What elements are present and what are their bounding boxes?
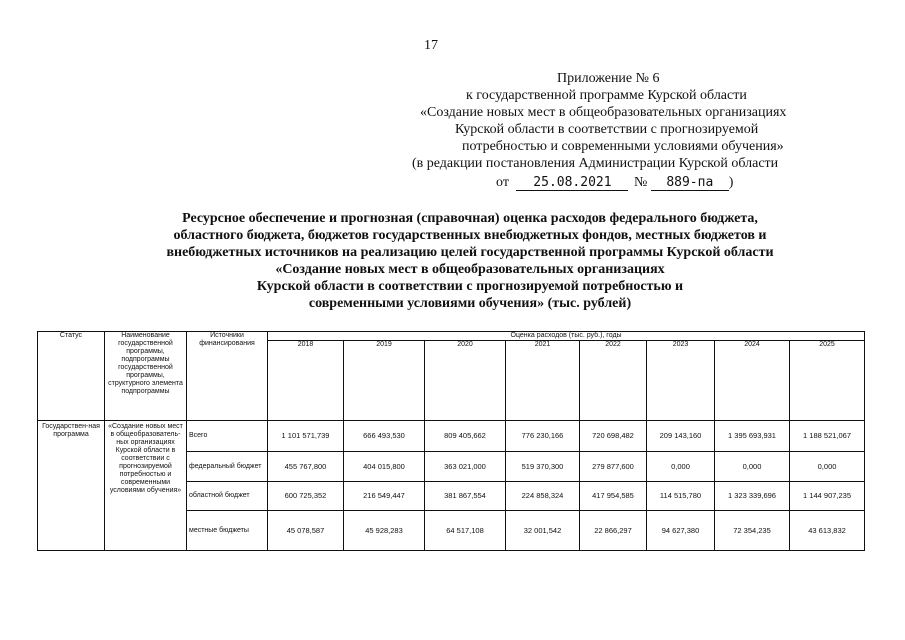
from-label: от (496, 175, 509, 190)
value-cell: 1 101 571,739 (268, 421, 344, 452)
source-cell: Всего (187, 421, 268, 452)
value-cell: 720 698,482 (580, 421, 647, 452)
page-number: 17 (424, 38, 438, 53)
value-cell: 1 188 521,067 (790, 421, 865, 452)
value-cell: 1 395 693,931 (715, 421, 790, 452)
appendix-line: потребностью и современными условиями обучения» (462, 139, 784, 154)
value-cell: 363 021,000 (425, 452, 506, 482)
value-cell: 22 866,297 (580, 511, 647, 551)
header-year: 2018 (268, 341, 344, 421)
value-cell: 114 515,780 (647, 482, 715, 511)
source-cell: областной бюджет (187, 482, 268, 511)
appendix-line: (в редакции постановления Администрации Курской области (412, 156, 779, 171)
appendix-line: «Создание новых мест в общеобразовательных организациях (420, 105, 787, 120)
value-cell: 519 370,300 (506, 452, 580, 482)
source-cell: федеральный бюджет (187, 452, 268, 482)
value-cell: 64 517,108 (425, 511, 506, 551)
appendix-line: Курской области в соответствии с прогнозируемой (455, 122, 759, 137)
header-year: 2022 (580, 341, 647, 421)
value-cell: 216 549,447 (344, 482, 425, 511)
value-cell: 776 230,166 (506, 421, 580, 452)
title-line: Ресурсное обеспечение и прогнозная (справочная) оценка расходов федерального бюджета, (182, 211, 758, 226)
value-cell: 0,000 (790, 452, 865, 482)
number-label: № (633, 175, 648, 190)
source-cell: местные бюджеты (187, 511, 268, 551)
value-cell: 1 323 339,696 (715, 482, 790, 511)
header-estimate: Оценка расходов (тыс. руб.), годы (268, 332, 865, 341)
value-cell: 32 001,542 (506, 511, 580, 551)
value-cell: 45 928,283 (344, 511, 425, 551)
value-cell: 0,000 (715, 452, 790, 482)
header-year: 2021 (506, 341, 580, 421)
header-name: Наименование государственной программы, подпрограммы государственной программы, структурного элемента подпрограммы (105, 332, 187, 421)
value-cell: 666 493,530 (344, 421, 425, 452)
value-cell: 279 877,600 (580, 452, 647, 482)
value-cell: 209 143,160 (647, 421, 715, 452)
resource-table (37, 331, 865, 551)
title-line: областного бюджета, бюджетов государственных внебюджетных фондов, местных бюджетов и (173, 228, 767, 243)
value-cell: 94 627,380 (647, 511, 715, 551)
program-name-cell: «Создание новых мест в общеобразователь-ных организациях Курской области в соответствии с прогнозируемой потребностью и современными условиями обучения» (105, 421, 187, 551)
title-line: Курской области в соответствии с прогнозируемой потребностью и (256, 279, 684, 294)
header-year: 2024 (715, 341, 790, 421)
appendix-line: к государственной программе Курской области (466, 88, 747, 103)
header-year: 2019 (344, 341, 425, 421)
value-cell: 455 767,800 (268, 452, 344, 482)
header-status: Статус (38, 332, 105, 421)
value-cell: 417 954,585 (580, 482, 647, 511)
title-line: «Создание новых мест в общеобразовательных организациях (275, 262, 665, 277)
status-cell: Государствен-ная программа (38, 421, 105, 551)
decree-reference (496, 174, 733, 191)
decree-number: 889-па (651, 175, 729, 191)
document-title (90, 210, 850, 312)
header-year: 2025 (790, 341, 865, 421)
header-year: 2020 (425, 341, 506, 421)
value-cell: 600 725,352 (268, 482, 344, 511)
title-line: внебюджетных источников на реализацию целей государственной программы Курской области (166, 245, 774, 260)
value-cell: 45 078,587 (268, 511, 344, 551)
value-cell: 43 613,832 (790, 511, 865, 551)
value-cell: 0,000 (647, 452, 715, 482)
decree-date: 25.08.2021 (516, 175, 628, 191)
header-sources: Источники финансирования (187, 332, 268, 421)
value-cell: 72 354,235 (715, 511, 790, 551)
appendix-title: Приложение № 6 (557, 71, 660, 86)
title-line: современными условиями обучения» (тыс. рублей) (308, 296, 632, 311)
value-cell: 809 405,662 (425, 421, 506, 452)
value-cell: 224 858,324 (506, 482, 580, 511)
value-cell: 381 867,554 (425, 482, 506, 511)
close-paren: ) (728, 175, 734, 190)
value-cell: 404 015,800 (344, 452, 425, 482)
table-row (38, 421, 865, 452)
value-cell: 1 144 907,235 (790, 482, 865, 511)
header-year: 2023 (647, 341, 715, 421)
